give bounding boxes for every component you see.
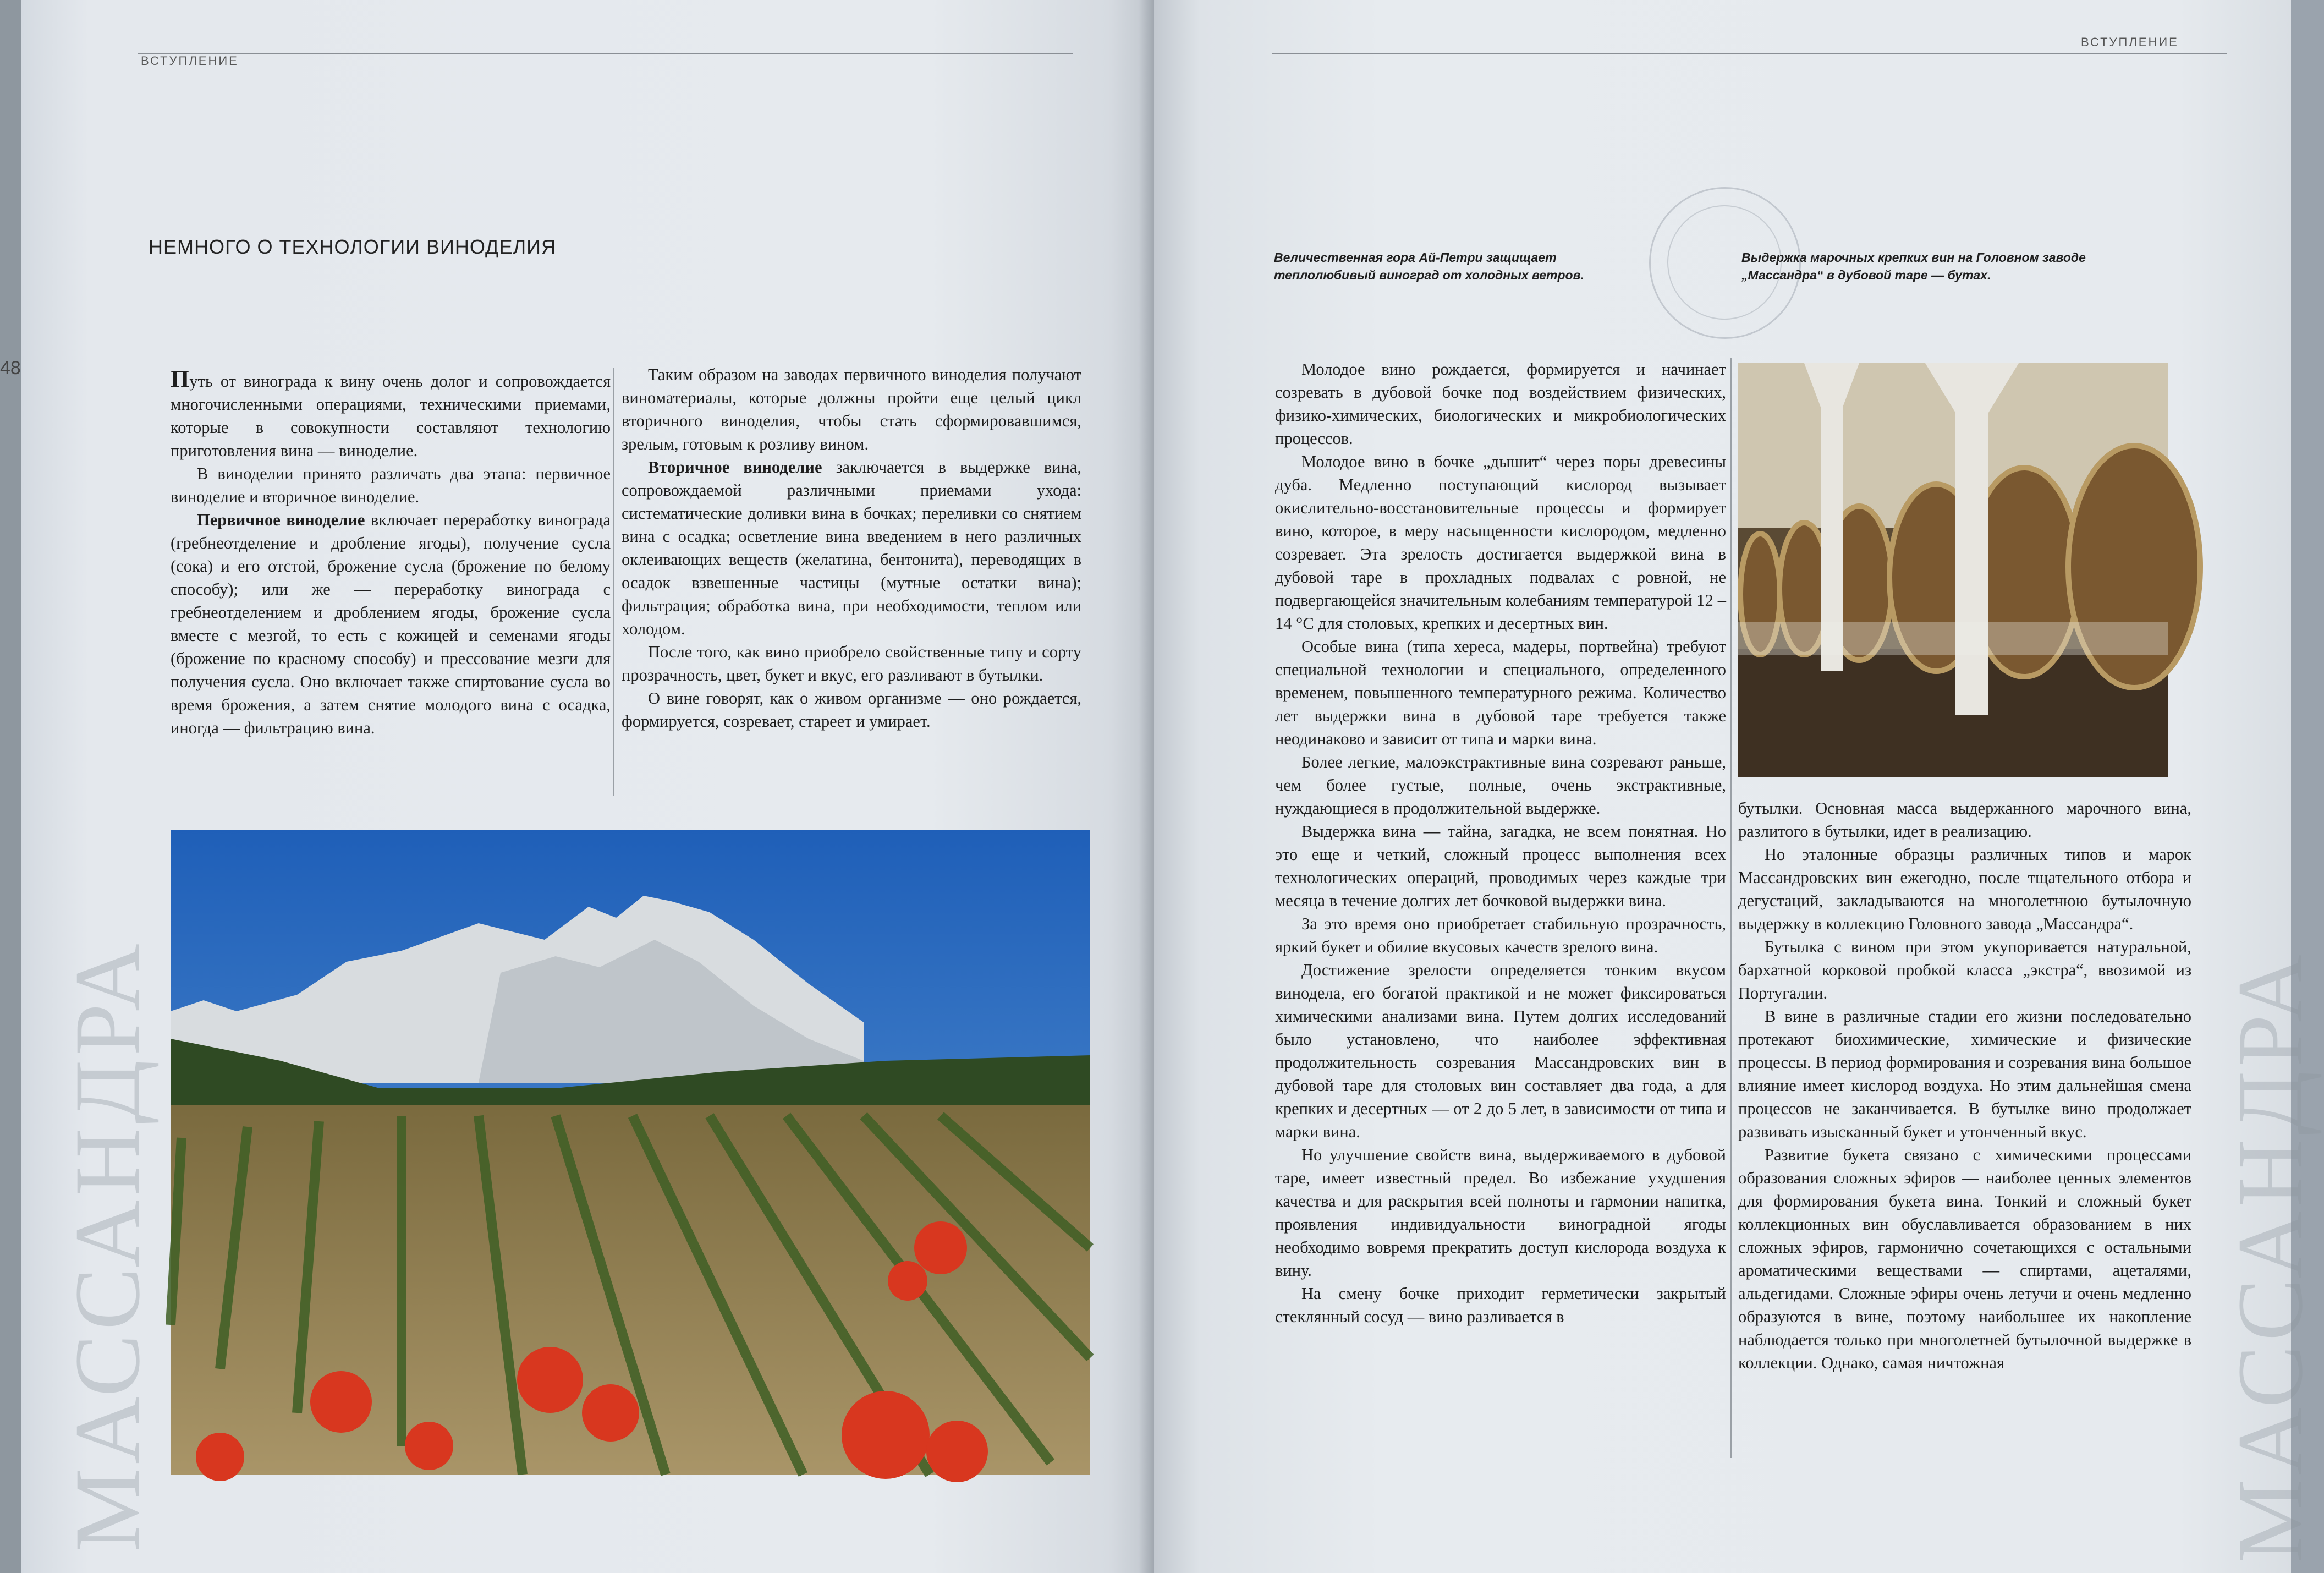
paragraph: Но улучшение свойств вина, выдерживаемого в дубовой таре, имеет известный предел. Во избежание ухудшения качества и для раскрытия всей полноты и гармонии напитка, проявления индивидуальности виноградной ягоды необходимо вовремя прекратить доступ кислорода воздуха к вину. (1275, 1146, 1726, 1280)
caption-mountain: Величественная гора Ай-Петри защищает теплолюбивый виноград от холодных ветров. (1274, 250, 1584, 282)
paragraph: Первичное виноделие включает переработку винограда (гребнеотделение и дробление ягоды), получение сусла (сока) и его отстой, брожение сусла (брожение по белому способу); или же — переработку винограда с гребнеотделением и дроблением ягоды, брожение сусла вместе с мезгой, то есть с кожицей и семенами ягоды (брожение по красному способу) и прессование мезги для получения сусла. Оно включает также спиртование сусла во время брожения, а затем снятие молодого вина с осадка, иногда — фильтрацию вина. (171, 511, 611, 737)
paragraph: Таким образом на заводах первичного виноделия получают виноматериалы, которые должны пройти еще целый цикл вторичного виноделия, чтобы стать сформировавшимся, зрелым, готовым к розливу вином. (622, 365, 1081, 453)
term-primary: Первичное виноделие (197, 511, 365, 529)
paragraph: После того, как вино приобрело свойственные типу и сорту прозрачность, цвет, букет и вкус, его разливают в бутылки. (622, 643, 1081, 684)
drop-cap: П (171, 365, 190, 392)
massandra-watermark-left: МАССАНДРА (56, 939, 159, 1552)
page-number: 48 (0, 358, 21, 379)
paragraph: Бутылка с вином при этом укупоривается натуральной, бархатной корковой пробкой класса „экстра“, ввозимой из Португалии. (1738, 938, 2191, 1002)
paragraph: Выдержка вина — тайна, загадка, не всем понятная. Но это еще и четкий, сложный процесс выполнения всех технологических операций, проводимых через каждые три месяца в течение долгих лет бочковой выдержки вина. (1275, 822, 1726, 910)
right-column-1 (1275, 358, 1726, 1328)
paragraph: На смену бочке приходит герметически закрытый стеклянный сосуд — вино разливается в (1275, 1284, 1726, 1326)
vineyard-photo (171, 830, 1090, 1475)
left-column-2 (622, 363, 1081, 733)
running-header-left: ВСТУПЛЕНИЕ (141, 54, 239, 68)
column-rule (1730, 358, 1732, 1458)
left-page (0, 0, 1154, 1573)
left-column-1 (171, 365, 611, 739)
right-page (1154, 0, 2322, 1573)
paragraph: Достижение зрелости определяется тонким вкусом винодела, его богатой практикой и не может фиксироваться химическими анализами вина. Путем долгих исследований было установлено, что наиболее эффективная продолжительность созревания Массандровских вин в дубовой таре для столовых вин составляет два года, а для крепких и десертных — от 2 до 5 лет, в зависимости от типа и марки вина. (1275, 961, 1726, 1141)
section-title: НЕМНОГО О ТЕХНОЛОГИИ ВИНОДЕЛИЯ (149, 235, 556, 258)
header-rule-left (138, 53, 1073, 54)
paragraph: В вине в различные стадии его жизни последовательно протекают биохимические, химические и физические процессы. В период формирования и созревания вина большое влияние имеет кислород воздуха. Но этим дальнейшая смена процессов не заканчивается. В бутылке вино продолжает развивать изысканный букет и утонченный вкус. (1738, 1007, 2191, 1141)
paragraph: Молодое вино в бочке „дышит“ через поры древесины дуба. Медленно поступающий кислород вызывает окислительно-восстановительные процессы и формирует вино, которое, в меру насыщенности кислородом, медленно созревает. Эта зрелость достигается выдержкой вина в дубовой таре в прохладных подвалах с ровной, не подвергающейся значительным колебаниям температурой 12 – 14 °С для столовых, крепких и десертных вин. (1275, 452, 1726, 633)
running-header-right: ВСТУПЛЕНИЕ (2081, 35, 2179, 49)
paragraph: Развитие букета связано с химическими процессами образования сложных эфиров — наиболее ценных элементов для формирования букета вина. Тонкий и сложный букет коллекционных вин обуславливается образованием в них сложных эфиров, гармонично сочетающихся с остальными ароматическими веществами — спиртами, ацеталями, альдегидами. Сложные эфиры очень летучи и очень медленно образуются в вине, поэтому наибольшее их накопление наблюдается только при многолетней бутылочной выдержке в коллекции. Однако, самая ничтожная (1738, 1146, 2191, 1372)
paragraph: Молодое вино рождается, формируется и начинает созревать в дубовой бочке под воздействием физических, физико-химических, биологических и микробиологических процессов. (1275, 360, 1726, 448)
term-secondary: Вторичное виноделие (648, 458, 822, 476)
cellar-photo (1738, 363, 2168, 777)
paragraph: Более легкие, малоэкстрактивные вина созревают раньше, чем более густые, полные, очень экстрактивные, нуждающиеся в продолжительной выдержке. (1275, 753, 1726, 818)
paragraph: О вине говорят, как о живом организме — оно рождается, формируется, созревает, стареет и умирает. (622, 689, 1081, 731)
paragraph: За это время оно приобретает стабильную прозрачность, яркий букет и обилие вкусовых качеств зрелого вина. (1275, 914, 1726, 956)
column-rule (613, 368, 614, 796)
right-column-2 (1738, 797, 2191, 1374)
paragraph: Путь от винограда к вину очень долог и сопровождается многочисленными операциями, техническими приемами, которые в совокупности составляют технологию приготовления вина — виноделие. (171, 365, 611, 460)
paragraph: Но эталонные образцы различных типов и марок Массандровских вин ежегодно, после тщательного отбора и дегустаций, закладываются на многолетнюю бутылочную выдержку в коллекцию Головного завода „Массандра“. (1738, 845, 2191, 933)
paragraph: В виноделии принято различать два этапа: первичное виноделие и вторичное виноделие. (171, 464, 611, 506)
paragraph: бутылки. Основная масса выдержанного марочного вина, разлитого в бутылки, идет в реализацию. (1738, 799, 2191, 841)
header-rule-right (1272, 53, 2227, 54)
massandra-watermark-right: МАССАНДРА (2218, 950, 2322, 1563)
paragraph: Особые вина (типа хереса, мадеры, портвейна) требуют специальной технологии и специального, определенного временем, повышенного температурного режима. Количество лет выдержки вина в дубовой таре требуется также неодинаково и зависит от типа и марки вина. (1275, 637, 1726, 748)
paragraph: Вторичное виноделие заключается в выдержке вина, сопровождаемой различными приемами ухода: систематические доливки вина в бочках; переливки со снятием вина с осадка; осветление вина введением в него различных оклеивающих веществ (желатина, бентонита), переводящих в осадок взвешенные частицы (мутные остатки вина); фильтрация; обработка вина, при необходимости, теплом или холодом. (622, 458, 1082, 638)
caption-cellar: Выдержка марочных крепких вин на Головном заводе „Массандра“ в дубовой таре — бутах. (1741, 250, 2086, 282)
